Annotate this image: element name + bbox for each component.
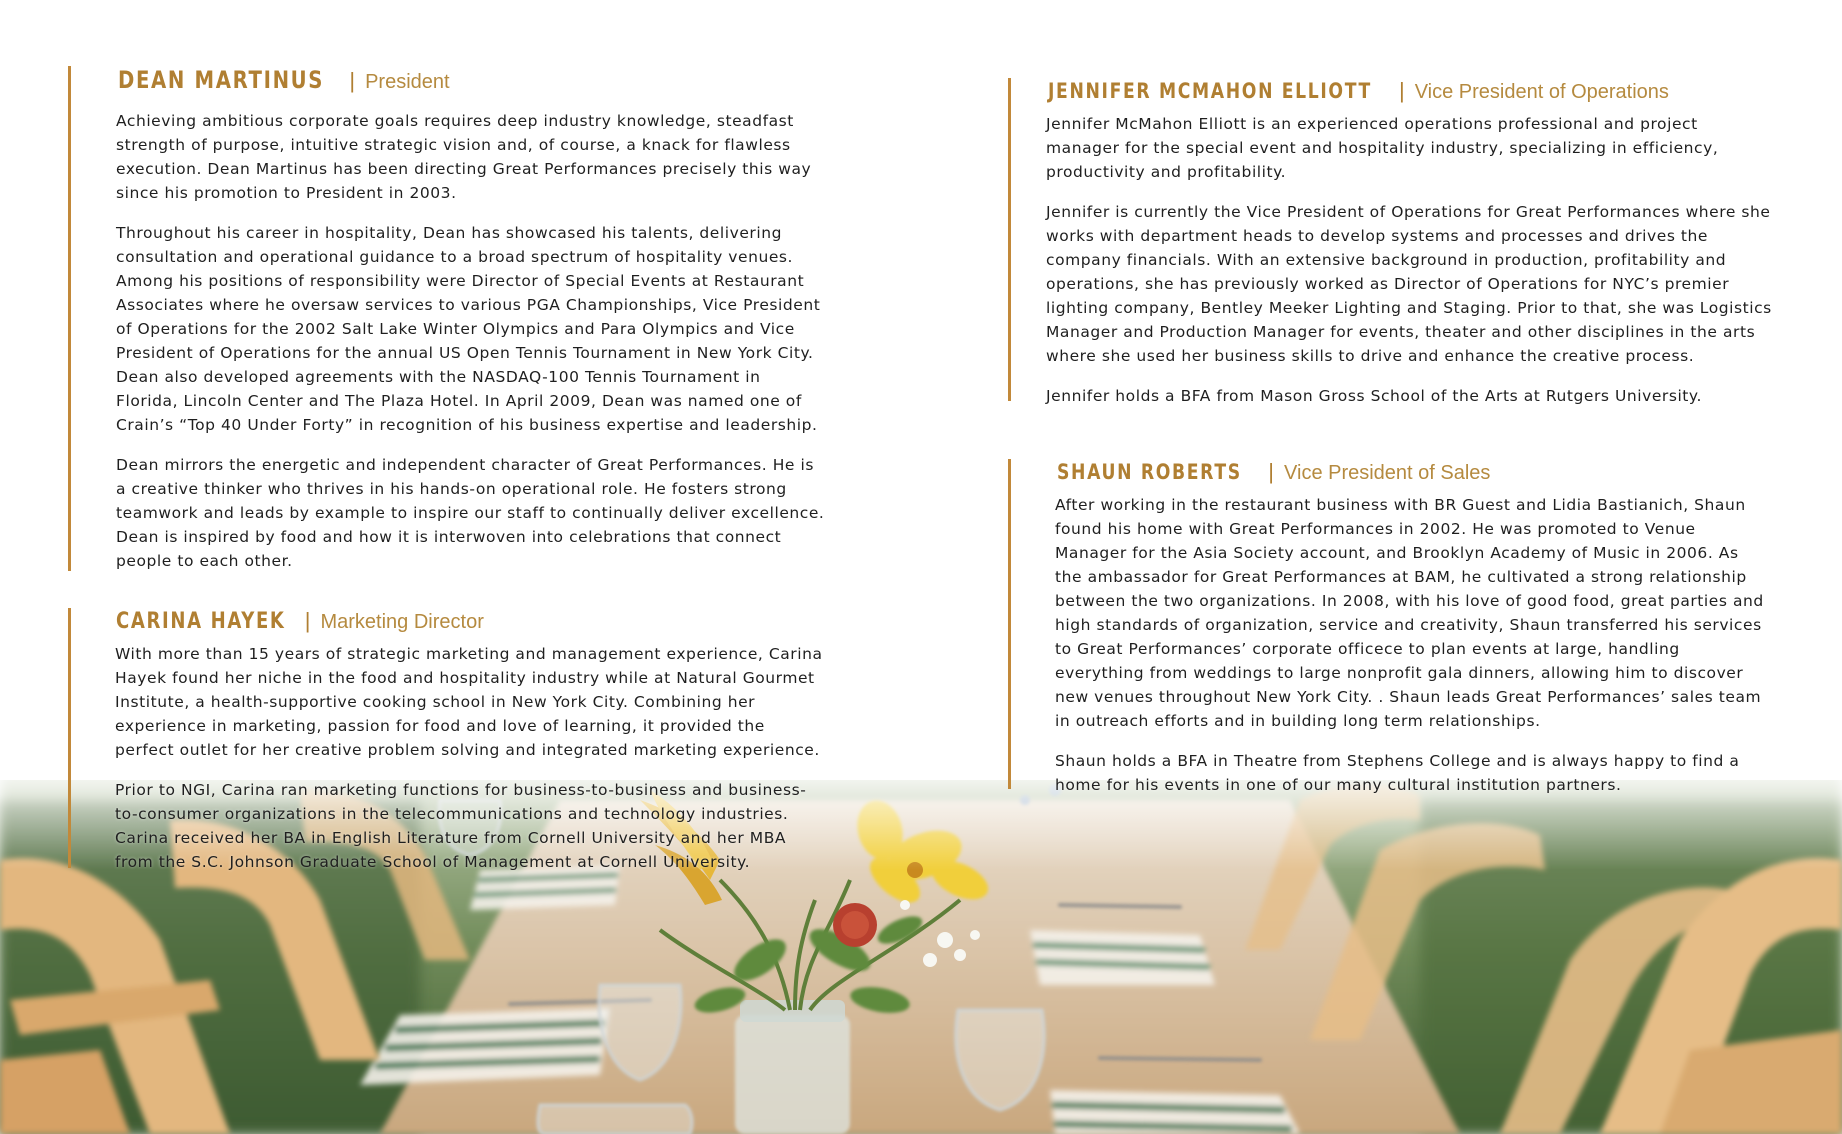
bio-heading — [1048, 78, 1669, 104]
person-name: CARINA HAYEK — [116, 609, 286, 634]
bio-paragraph: Jennifer is currently the Vice President of Operations for Great Performances where she works with department heads to develop systems and processes and drives the company financials. With an extensive background in production, profitability and operations, she has previously worked as Director of Operations for NYC’s premier lighting company, Bentley Meeker Lighting and Staging. Prior to that, she was Logistics Manager and Production Manager for events, theater and other disciplines in the arts where she used her business skills to drive and enhance the creative process. — [1046, 203, 1772, 365]
person-name: SHAUN ROBERTS — [1057, 460, 1242, 484]
bio-body — [115, 642, 825, 890]
bio-paragraph: After working in the restaurant business with BR Guest and Lidia Bastianich, Shaun found his home with Great Performances in 2002. He was promoted to Venue Manager for the Asia Society account, and Brooklyn Academy of Music in 2006. As the ambassador for Great Performances at BAM, he cultivated a strong relationship between the two organizations. In 2008, with his love of good food, great parties and high standards of organization, service and creativity, Shaun transferred his services to Great Performances’ corporate officece to plan events at large, handling everything from weddings to large nonprofit gala dinners, allowing him to discover new venues throughout New York City. . Shaun leads Great Performances’ sales team in outreach efforts and in building long term relationships. — [1055, 496, 1764, 730]
person-name: JENNIFER MCMAHON ELLIOTT — [1048, 79, 1372, 103]
bio-carina-hayek — [68, 608, 828, 908]
heading-separator: | — [304, 608, 311, 633]
bio-heading — [1057, 459, 1490, 485]
bio-paragraph: Throughout his career in hospitality, Dean has showcased his talents, delivering consultation and operational guidance to a broad spectrum of hospitality venues. Among his positions of responsibility were Director of Special Events at Restaurant Associates where he oversaw services to various PGA Championships, Vice President of Operations for the 2002 Salt Lake Winter Olympics and Para Olympics and Vice President of Operations for the annual US Open Tennis Tournament in New York City. Dean also developed agreements with the NASDAQ-100 Tennis Tournament in Florida, Lincoln Center and The Plaza Hotel. In April 2009, Dean was named one of Crain’s “Top 40 Under Forty” in recognition of his business expertise and leadership. — [116, 224, 821, 434]
heading-separator: | — [1268, 459, 1275, 484]
person-role: President — [365, 71, 450, 93]
bio-paragraph: Jennifer McMahon Elliott is an experienced operations professional and project manager for the special event and hospitality industry, specializing in efficiency, productivity and profitability. — [1046, 115, 1719, 181]
bio-body — [116, 109, 826, 589]
bio-paragraph: Jennifer holds a BFA from Mason Gross School of the Arts at Rutgers University. — [1046, 387, 1702, 405]
bio-body — [1046, 112, 1772, 424]
bio-paragraph: With more than 15 years of strategic marketing and management experience, Carina Hayek found her niche in the food and hospitality industry while at Natural Gourmet Institute, a health-supportive cooking school in New York City. Combining her experience in marketing, passion for food and love of learning, it provided the perfect outlet for her creative problem solving and integrated marketing experience. — [115, 645, 823, 759]
accent-bar — [68, 66, 71, 571]
bio-shaun-roberts — [1008, 459, 1788, 809]
bio-paragraph: Shaun holds a BFA in Theatre from Stephens College and is always happy to find a home for his events in one of our many cultural institution partners. — [1055, 752, 1740, 794]
accent-bar — [1008, 459, 1011, 789]
person-name: DEAN MARTINUS — [118, 66, 325, 94]
accent-bar — [68, 608, 71, 868]
heading-separator: | — [349, 68, 356, 93]
bio-paragraph: Achieving ambitious corporate goals requires deep industry knowledge, steadfast strength of purpose, intuitive strategic vision and, of course, a knack for flawless execution. Dean Martinus has been directing Great Performances precisely this way since his promotion to President in 2003. — [116, 112, 812, 202]
person-role: Vice President of Operations — [1414, 81, 1669, 103]
person-role: Vice President of Sales — [1284, 462, 1491, 484]
person-role: Marketing Director — [320, 611, 484, 633]
bio-heading — [118, 66, 450, 94]
bio-heading — [116, 608, 484, 634]
bio-body — [1055, 493, 1771, 813]
bio-paragraph: Dean mirrors the energetic and independent character of Great Performances. He is a creative thinker who thrives in his hands-on operational role. He fosters strong teamwork and leads by example to inspire our staff to continually deliver excellence. Dean is inspired by food and how it is interwoven into celebrations that connect people to each other. — [116, 456, 825, 570]
accent-bar — [1008, 78, 1011, 401]
bio-jennifer-mcmahon-elliott — [1008, 78, 1778, 418]
bio-paragraph: Prior to NGI, Carina ran marketing functions for business-to-business and business-to-consumer organizations in the telecommunications and technology industries. Carina received her BA in English Literature from Cornell University and her MBA from the S.C. Johnson Graduate School of Management at Cornell University. — [115, 781, 807, 871]
bio-dean-martinus — [68, 66, 828, 576]
heading-separator: | — [1398, 78, 1405, 103]
